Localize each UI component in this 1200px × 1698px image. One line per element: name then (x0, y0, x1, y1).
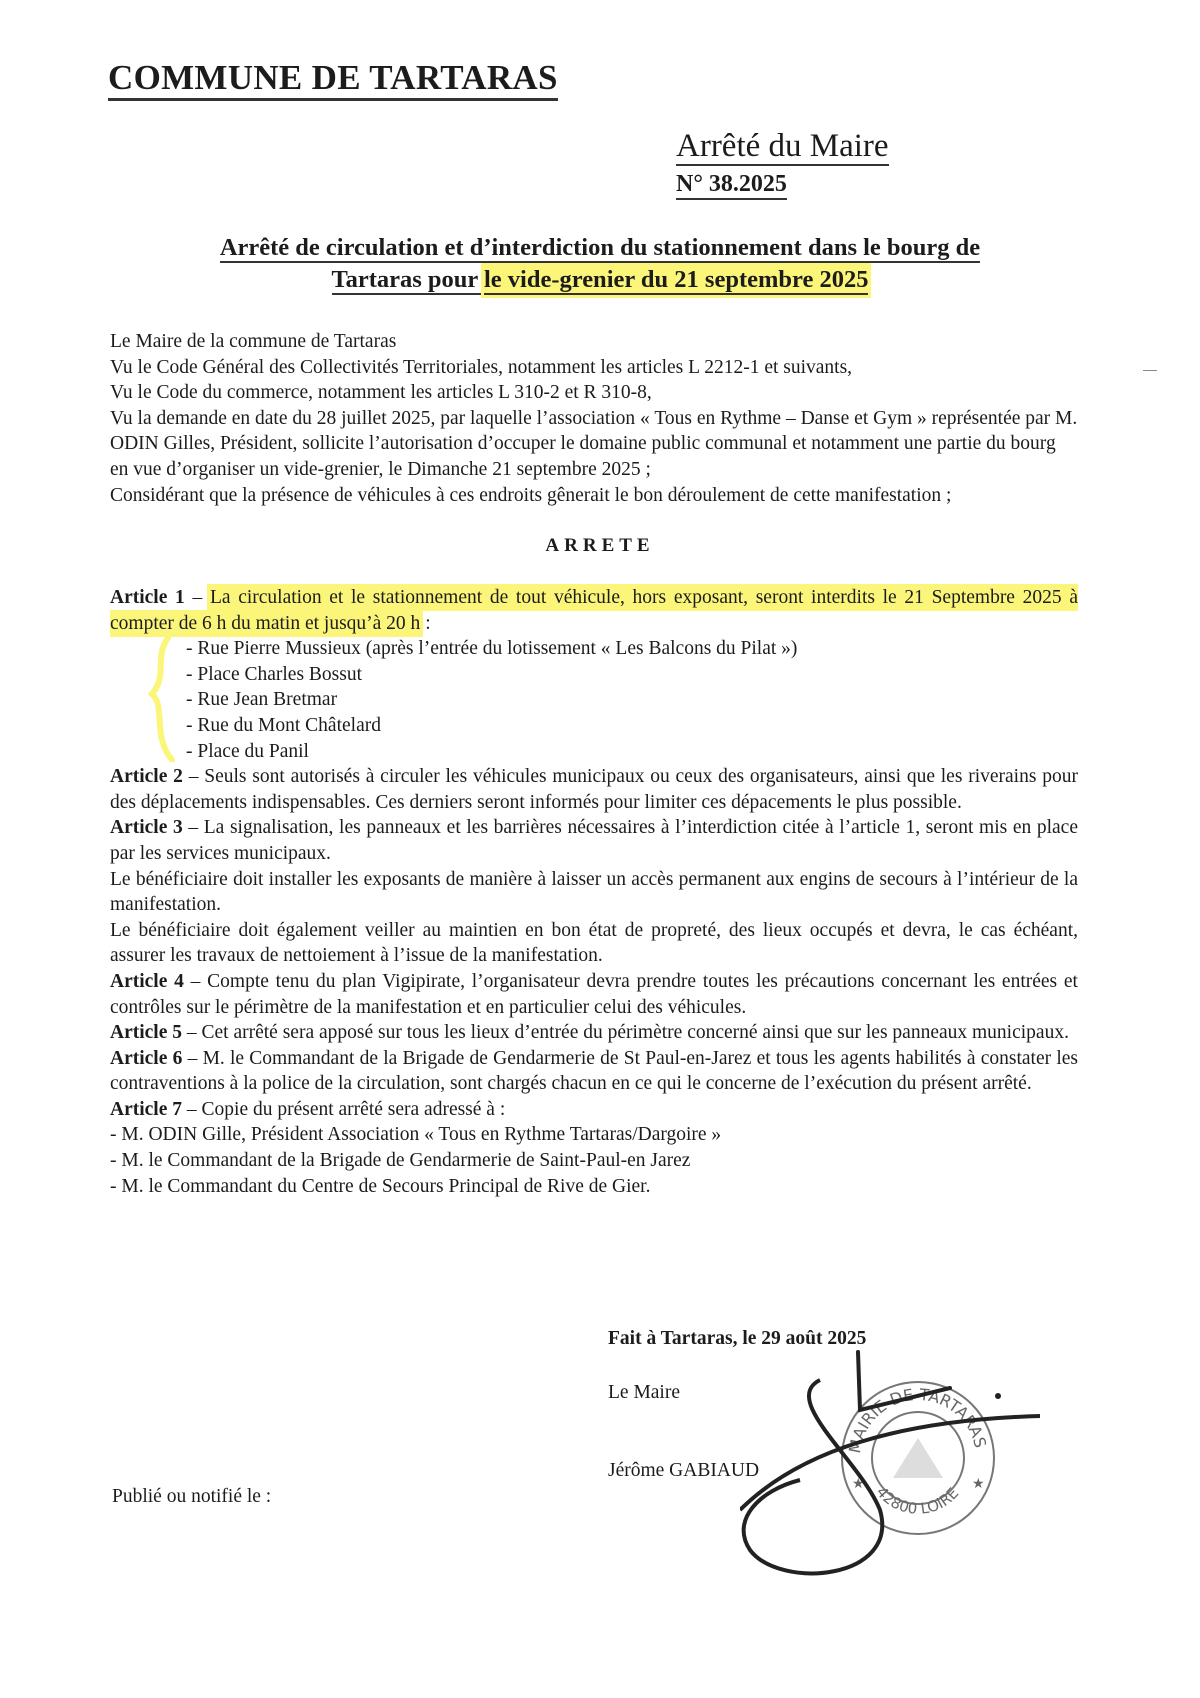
street-item: - Place Charles Bossut (186, 663, 363, 685)
signatory-name: Jérôme GABIAUD (608, 1460, 760, 1481)
place-date: Fait à Tartaras, le 29 août 2025 (608, 1328, 867, 1349)
street-item: - Rue Pierre Mussieux (après l’entrée du lotissement « Les Balcons du Pilat ») (186, 638, 798, 660)
articles (110, 585, 1078, 1199)
street-item: - Place du Panil (186, 740, 309, 762)
article-text: – Cet arrêté sera apposé sur tous les lieux d’entrée du périmètre concerné ainsi que sur les panneaux municipaux. (182, 1022, 1069, 1044)
article-3-paragraph: Le bénéficiaire doit installer les exposants de manière à laisser un accès permanent aux engins de secours à l’intérieur de la manifestation. (110, 868, 1078, 916)
article-tail: : (420, 612, 431, 634)
article-label: Article 2 (110, 766, 183, 788)
svg-text:★: ★ (972, 1477, 985, 1492)
article-label: Article 5 (110, 1022, 183, 1044)
article-label: Article 3 (110, 817, 183, 839)
title-text-plain: Tartaras pour (331, 266, 484, 293)
article-label: Article 7 (110, 1098, 183, 1120)
title-text: Arrêté de circulation et d’interdiction du stationnement dans le bourg de (219, 234, 981, 261)
published-notified-label: Publié ou notifié le : (112, 1486, 272, 1507)
recipient-item: - M. ODIN Gille, Président Association « Tous en Rythme Tartaras/Dargoire » (110, 1124, 722, 1146)
article-1 (110, 585, 1078, 636)
stamp-bottom-text: 42800 LOIRE (872, 1483, 963, 1518)
preamble-line: Vu le Code du commerce, notamment les articles L 310-2 et R 310-8, (110, 382, 652, 404)
article-label: Article 6 (110, 1047, 183, 1069)
svg-text:★: ★ (852, 1477, 865, 1492)
article-text: – La signalisation, les panneaux et les barrières nécessaires à l’interdiction citée à l’article 1, seront mis en place par les services municipaux. (110, 817, 1078, 864)
article-text: – Copie du présent arrêté sera adressé à : (182, 1098, 506, 1120)
preamble-line: Vu le Code Général des Collectivités Territoriales, notamment les articles L 2212-1 et suivants, (110, 356, 853, 378)
title-highlight: le vide-grenier du 21 septembre 2025 (483, 266, 869, 293)
article-7 (110, 1097, 1078, 1123)
street-item: - Rue Jean Bretmar (186, 689, 338, 711)
document-type: Arrêté du Maire (676, 128, 889, 164)
article-3-paragraph: Le bénéficiaire doit également veiller au maintien en bon état de propreté, des lieux occupés et devra, le cas échéant, assurer les travaux de nettoiement à l’issue de la manifestation. (110, 919, 1078, 967)
arrete-heading: ARRETE (545, 535, 655, 556)
preamble (110, 329, 1078, 508)
signatory-role: Le Maire (608, 1382, 681, 1403)
article-label: Article 1 (110, 587, 185, 608)
article-6 (110, 1046, 1078, 1097)
stamp-top-text: MAIRIE DE TARTARAS (844, 1384, 991, 1455)
preamble-line: Le Maire de la commune de Tartaras (110, 331, 397, 352)
article-4 (110, 969, 1078, 1020)
article-3 (110, 815, 1078, 866)
recipient-item: - M. le Commandant du Centre de Secours Principal de Rive de Gier. (110, 1175, 651, 1197)
article-text: – Seuls sont autorisés à circuler les véhicules municipaux ou ceux des organisateurs, ainsi que les riverains pour des déplacements indispensables. Ces derniers seront informés pour limiter ces dépacements le plus possible. (110, 766, 1078, 813)
signature-scribble (740, 1340, 1040, 1600)
recipient-item: - M. le Commandant de la Brigade de Gendarmerie de Saint-Paul-en Jarez (110, 1150, 691, 1172)
commune-title: COMMUNE DE TARTARAS (108, 58, 558, 101)
document-number: N° 38.2025 (676, 170, 787, 200)
preamble-line: Vu la demande en date du 28 juillet 2025, par laquelle l’association « Tous en Rythme – Danse et Gym » représentée par M. ODIN Gilles, Président, sollicite l’autorisation d’occuper le domaine public communal et notamment une partie du bourg en vue d’organiser un vide-grenier, le Dimanche 21 septembre 2025 ; (110, 407, 1078, 480)
street-item: - Rue du Mont Châtelard (186, 714, 381, 736)
article-text: – Compte tenu du plan Vigipirate, l’organisateur devra prendre toutes les précautions concernant les entrées et contrôles sur le périmètre de la manifestation et en particulier celui des véhicules. (110, 970, 1078, 1018)
article-2 (110, 764, 1078, 815)
document-title-line-1 (100, 232, 1100, 264)
preamble-line: Considérant que la présence de véhicules à ces endroits gênerait le bon déroulement de cette manifestation ; (110, 484, 952, 506)
document-title-line-2 (100, 264, 1100, 296)
article-1-highlight: La circulation et le stationnement de tout véhicule, hors exposant, seront interdits le 21 Septembre 2025 à compter de 6 h du matin et jusqu’à 20 h (110, 587, 1078, 634)
article-text: – M. le Commandant de la Brigade de Gendarmerie de St Paul-en-Jarez et tous les agents habilités à constater les contraventions à la police de la circulation, sont chargés chacun en ce qui le concerne de l’exécution du présent arrêté. (110, 1047, 1078, 1095)
scan-mark (1143, 370, 1157, 371)
article-label: Article 4 (110, 970, 184, 992)
article-sep: – (184, 587, 210, 608)
article-5 (110, 1020, 1078, 1046)
